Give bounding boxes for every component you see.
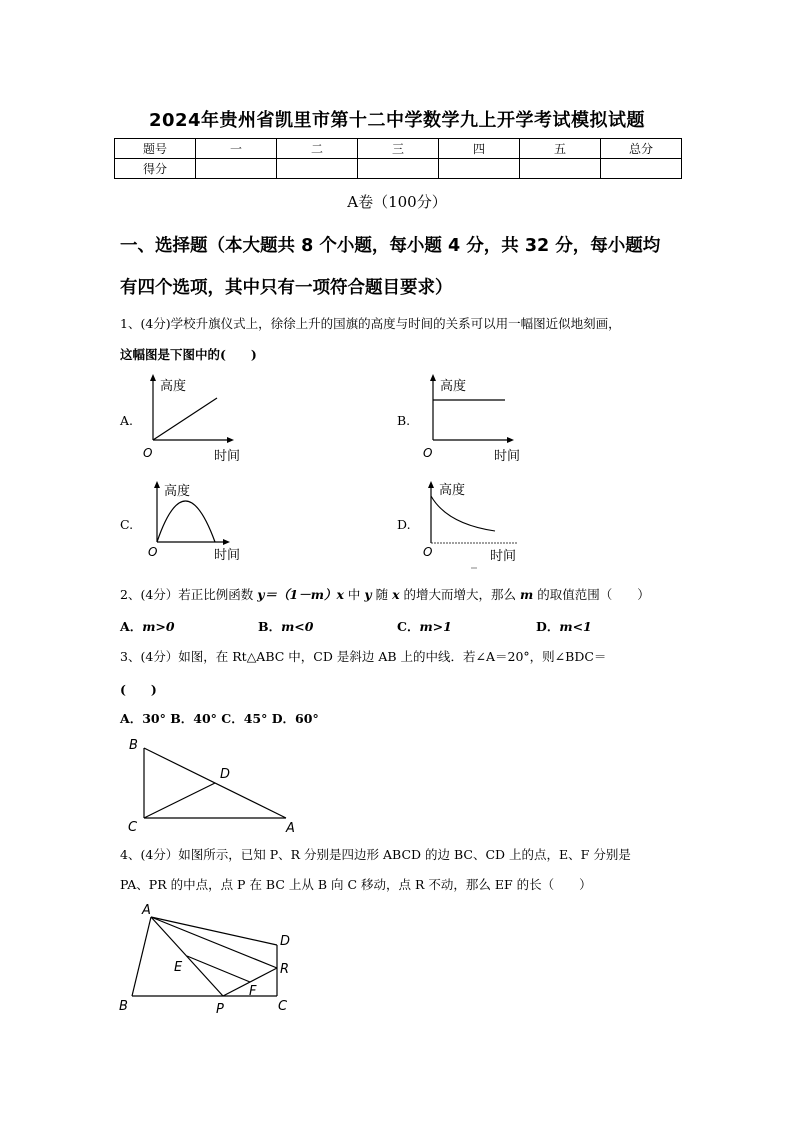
label-c: C <box>128 820 138 835</box>
score-table-score-row <box>115 159 682 179</box>
q3-text-line2: ( ) <box>120 682 157 697</box>
y-axis-label: 高度 <box>164 484 191 499</box>
median-cd <box>144 783 215 818</box>
score-header-cell: 一 <box>196 139 277 159</box>
y-axis-arrow-icon <box>430 374 436 381</box>
q4-quadrilateral-figure <box>114 900 304 1020</box>
q1-option-b-label: B. <box>397 413 411 428</box>
q1-text-line2: 这幅图是下图中的( ) <box>120 347 257 362</box>
label-r: R <box>280 962 290 977</box>
origin-label: O <box>423 446 433 460</box>
section-subtitle: A卷（100分） <box>347 193 447 211</box>
q2-var-m: m <box>519 587 534 602</box>
q4-text-line2: PA、PR 的中点，点 P 在 BC 上从 B 向 C 移动，点 R 不动，那么 EF 的长（ ） <box>120 877 592 892</box>
q3-triangle-figure <box>124 734 310 836</box>
q2-option-b[interactable]: B．m<0 <box>258 619 314 634</box>
origin-label: O <box>143 446 153 460</box>
graph-curve <box>431 496 495 531</box>
origin-label: O <box>423 545 433 559</box>
x-axis-arrow-icon <box>227 437 234 443</box>
y-axis-arrow-icon <box>154 481 160 488</box>
score-cell[interactable] <box>196 159 277 179</box>
q2-option-d[interactable]: D．m<1 <box>536 619 592 634</box>
y-axis-label: 高度 <box>440 379 467 394</box>
q1-graph-b[interactable] <box>418 372 533 464</box>
label-d: D <box>220 767 231 782</box>
score-header-cell: 四 <box>439 139 520 159</box>
q2-var-y: y <box>364 587 372 602</box>
y-axis-label: 高度 <box>439 483 466 498</box>
section-heading-line2: 有四个选项，其中只有一项符合题目要求） <box>120 278 453 298</box>
q3-options[interactable]: A．30° B．40° C．45° D．60° <box>120 711 319 726</box>
x-axis-label: 时间 <box>214 548 241 563</box>
y-axis-arrow-icon <box>428 481 434 488</box>
q4-text-line1: 4、(4分）如图所示，已知 P、R 分别是四边形 ABCD 的边 BC、CD 上的点，E、F 分别是 <box>120 847 631 862</box>
q1-graph-c[interactable] <box>142 474 257 566</box>
x-axis-label: 时间 <box>490 549 517 564</box>
section-heading-line1: 一、选择题（本大题共 8 个小题，每小题 4 分，共 32 分，每小题均 <box>120 236 661 256</box>
label-a: A <box>286 821 295 836</box>
side-ab <box>132 917 151 996</box>
origin-label: O <box>148 545 158 559</box>
x-axis-arrow-icon <box>507 437 514 443</box>
q2-suffix: 的取值范围（ ） <box>533 587 650 602</box>
label-f: F <box>249 984 257 999</box>
q2-text <box>120 585 650 603</box>
score-header-cell: 题号 <box>115 139 196 159</box>
q1-text-line1: 1、(4分)学校升旗仪式上，徐徐上升的国旗的高度与时间的关系可以用一幅图近似地刻画， <box>120 316 621 331</box>
q1-option-d-label: D. <box>397 517 411 532</box>
q2-mid2: 随 <box>371 587 393 602</box>
label-b: B <box>129 738 138 753</box>
y-axis-label: 高度 <box>160 379 187 394</box>
segment-ef <box>187 956 250 982</box>
q2-mid1: 中 <box>343 587 365 602</box>
label-e: E <box>174 960 183 975</box>
label-a: A <box>142 903 151 918</box>
score-row-label: 得分 <box>115 159 196 179</box>
label-c: C <box>278 999 288 1014</box>
q2-function: y＝（1－m）x <box>257 587 344 602</box>
score-header-cell: 三 <box>358 139 439 159</box>
q2-var-x: x <box>392 587 400 602</box>
q2-mid3: 的增大而增大，那么 <box>399 587 520 602</box>
q3-text-line1: 3、(4分）如图，在 Rt△ABC 中，CD 是斜边 AB 上的中线．若∠A＝20°，则∠BDC＝ <box>120 649 607 664</box>
label-p: P <box>216 1002 224 1017</box>
x-axis-label: 时间 <box>494 449 521 464</box>
x-axis-label: 时间 <box>214 449 241 464</box>
score-cell[interactable] <box>439 159 520 179</box>
score-table <box>114 138 682 179</box>
q1-graph-a[interactable] <box>138 372 253 464</box>
score-header-cell: 二 <box>277 139 358 159</box>
segment-ar <box>151 917 277 968</box>
page-title: 2024年贵州省凯里市第十二中学数学九上开学考试模拟试题 <box>148 110 646 131</box>
q2-option-c[interactable]: C．m>1 <box>397 619 452 634</box>
score-cell[interactable] <box>277 159 358 179</box>
y-axis-arrow-icon <box>150 374 156 381</box>
q2-option-a[interactable]: A．m>0 <box>120 619 175 634</box>
graph-curve <box>153 398 217 440</box>
score-cell[interactable] <box>601 159 682 179</box>
label-d: D <box>280 934 291 949</box>
q1-graph-d[interactable] <box>417 474 537 572</box>
q1-option-c-label: C. <box>120 517 134 532</box>
score-table-header-row <box>115 139 682 159</box>
side-ad <box>151 917 277 945</box>
x-axis-arrow-icon <box>223 539 230 545</box>
label-b: B <box>119 999 128 1014</box>
q2-prefix: 2、(4分）若正比例函数 <box>120 587 258 602</box>
score-cell[interactable] <box>358 159 439 179</box>
score-header-cell: 五 <box>520 139 601 159</box>
score-header-cell: 总分 <box>601 139 682 159</box>
graph-curve <box>157 501 215 542</box>
score-cell[interactable] <box>520 159 601 179</box>
q1-option-a-label: A. <box>120 413 134 428</box>
